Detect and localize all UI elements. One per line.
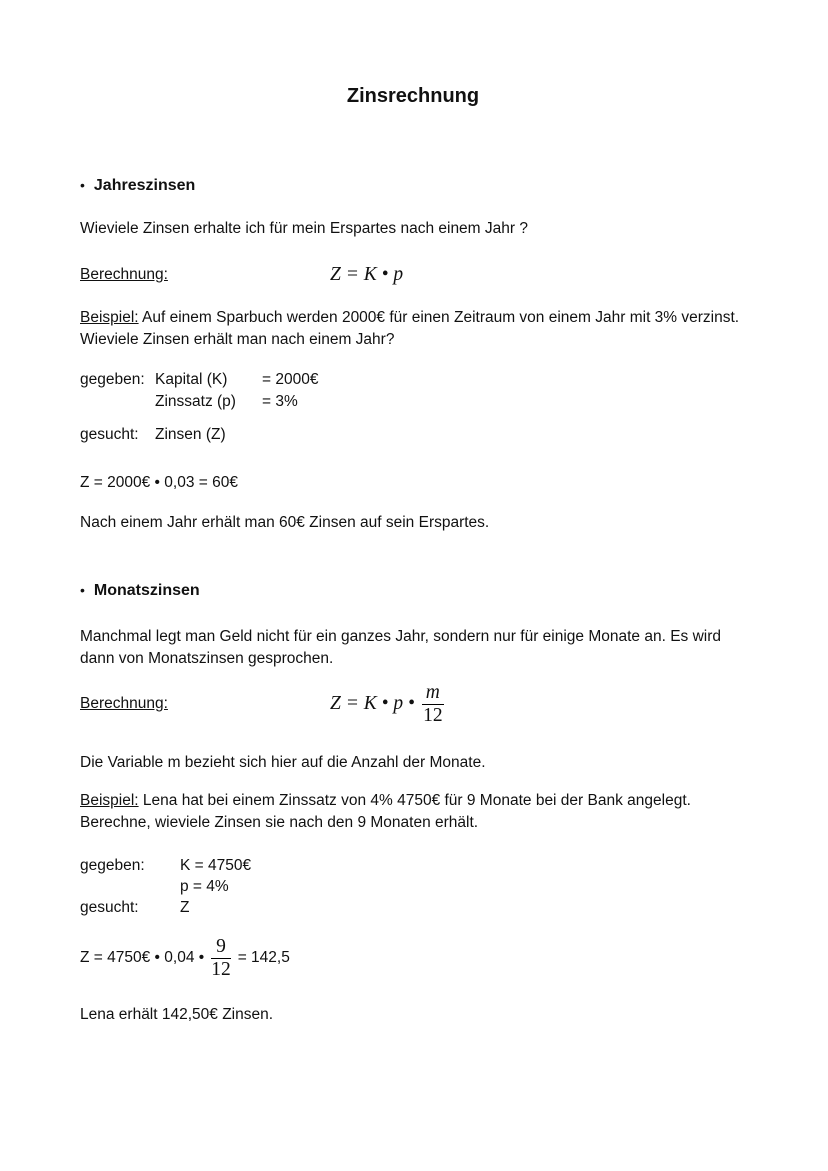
beispiel-paragraph-monatszinsen [80,790,746,834]
formula-monatszinsen [330,682,444,726]
given-value-zinssatz: p = 4% [180,878,229,895]
formula-prefix: Z = K • p • [330,693,415,714]
section-heading-monatszinsen [80,579,746,602]
given-label: gegeben: [80,371,145,388]
page-title: Zinsrechnung [346,85,480,107]
berechnung-row-jahreszinsen [80,262,746,288]
fraction-9-over-12 [211,936,231,980]
variable-note: Die Variable m bezieht sich hier auf die Anzahl der Monate. [80,754,486,771]
berechnung-label: Berechnung: [80,695,168,712]
formula-jahreszinsen: Z = K • p [330,264,404,285]
fraction-denominator: 12 [211,959,231,980]
result-monatszinsen: Lena erhält 142,50€ Zinsen. [80,1006,274,1023]
given-key-zinssatz: Zinssatz (p) [155,393,236,410]
calculation-suffix: = 142,5 [237,949,290,966]
given-row [80,876,746,897]
bullet-icon: • [80,582,85,598]
intro-paragraph-monatszinsen: Manchmal legt man Geld nicht für ein ganzes Jahr, sondern nur für einige Monate an. Es wird dann von Monatszinsen gesprochen. [80,628,722,667]
beispiel-paragraph-jahreszinsen [80,307,746,351]
beispiel-label: Beispiel: [80,309,139,326]
beispiel-label: Beispiel: [80,792,139,809]
given-key-kapital: Kapital (K) [155,371,228,388]
given-label: gegeben: [80,857,145,874]
given-block-monatszinsen [80,855,746,918]
given-value-kapital: = 2000€ [262,371,319,388]
fraction-m-over-12 [422,682,444,726]
given-label-spacer [80,876,180,897]
sought-value: Z [180,899,190,916]
section-heading-label: Monatszinsen [93,582,200,599]
berechnung-row-monatszinsen [80,682,746,726]
result-jahreszinsen: Nach einem Jahr erhält man 60€ Zinsen auf sein Erspartes. [80,514,490,531]
given-value-zinssatz: = 3% [262,393,298,410]
given-row [80,391,746,413]
intro-paragraph-jahreszinsen: Wieviele Zinsen erhalte ich für mein Erspartes nach einem Jahr ? [80,220,528,237]
given-label-spacer [80,391,155,413]
beispiel-text: Auf einem Sparbuch werden 2000€ für einen Zeitraum von einem Jahr mit 3% verzinst. Wieviele Zinsen erhält man nach einem Jahr? [80,309,740,348]
given-row [80,855,746,876]
given-row [80,369,746,391]
calculation-line-monatszinsen [80,936,746,980]
bullet-icon: • [80,177,85,193]
fraction-numerator: m [422,682,444,705]
given-block-jahreszinsen [80,369,746,413]
sought-value: Zinsen (Z) [155,426,226,443]
sought-row-jahreszinsen [80,424,746,446]
section-heading-label: Jahreszinsen [93,177,196,194]
sought-label: gesucht: [80,426,139,443]
given-value-kapital: K = 4750€ [180,857,252,874]
fraction-numerator: 9 [211,936,231,959]
berechnung-label: Berechnung: [80,266,168,283]
calculation-prefix: Z = 4750€ • 0,04 • [80,949,205,966]
sought-label: gesucht: [80,899,139,916]
beispiel-text: Lena hat bei einem Zinssatz von 4% 4750€ für 9 Monate bei der Bank angelegt. Berechne, wieviele Zinsen sie nach den 9 Monaten erhält. [80,792,691,831]
calculation-line-jahreszinsen: Z = 2000€ • 0,03 = 60€ [80,474,238,491]
section-heading-jahreszinsen [80,174,746,197]
sought-row-monatszinsen [80,897,746,918]
fraction-denominator: 12 [423,705,443,726]
